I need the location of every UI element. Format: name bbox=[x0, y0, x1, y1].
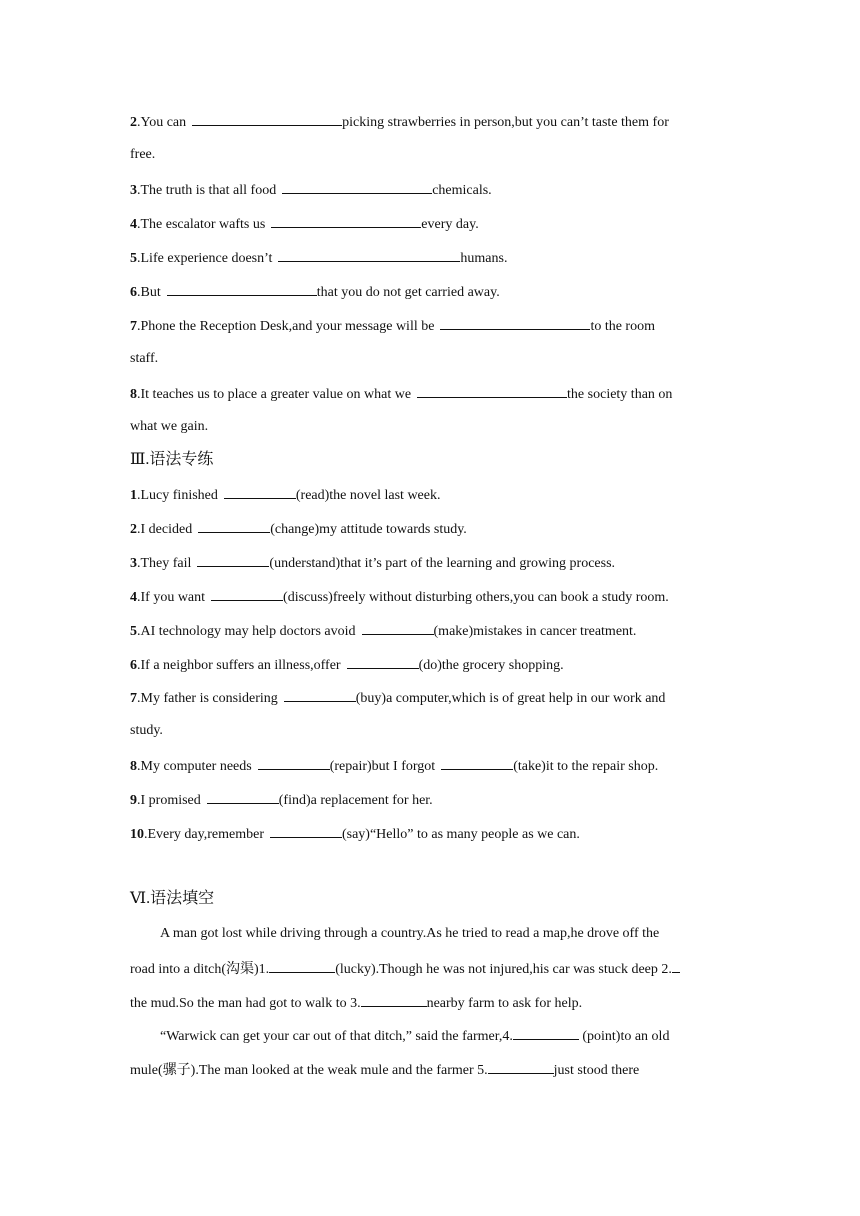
item-text: study. bbox=[130, 723, 163, 738]
item-text: .They fail bbox=[137, 556, 192, 571]
item-text: what we gain. bbox=[130, 419, 209, 434]
item-text: .But bbox=[137, 285, 161, 300]
grammar-item-10 bbox=[130, 824, 580, 844]
exercise-item-5 bbox=[130, 248, 507, 268]
answer-blank[interactable] bbox=[362, 621, 434, 635]
item-text: .AI technology may help doctors avoid bbox=[137, 624, 356, 639]
answer-blank[interactable] bbox=[167, 282, 317, 296]
item-text: .If you want bbox=[137, 590, 206, 605]
answer-blank[interactable] bbox=[271, 214, 421, 228]
item-text: .You can bbox=[137, 115, 187, 130]
passage-line bbox=[130, 993, 582, 1013]
item-text: .I decided bbox=[137, 522, 193, 537]
answer-blank[interactable] bbox=[278, 248, 460, 262]
item-text: (find)a replacement for her. bbox=[278, 793, 433, 808]
answer-blank[interactable] bbox=[441, 756, 513, 770]
grammar-item-6 bbox=[130, 655, 564, 675]
item-text: (say)“Hello” to as many people as we can. bbox=[341, 827, 580, 842]
answer-blank[interactable] bbox=[198, 519, 270, 533]
grammar-item-7 bbox=[130, 688, 665, 708]
item-number: 8 bbox=[130, 759, 137, 774]
answer-blank[interactable] bbox=[197, 553, 269, 567]
item-text: (discuss)freely without disturbing others,you can book a study room. bbox=[283, 590, 669, 605]
answer-blank[interactable] bbox=[417, 384, 567, 398]
item-text: free. bbox=[130, 147, 156, 162]
answer-blank[interactable] bbox=[211, 587, 283, 601]
exercise-item-2-cont bbox=[130, 146, 155, 164]
item-text: picking strawberries in person,but you can’t taste them for bbox=[342, 115, 669, 130]
item-number: 6 bbox=[130, 658, 137, 673]
item-text: that you do not get carried away. bbox=[316, 285, 500, 300]
answer-blank[interactable] bbox=[347, 655, 419, 669]
section-heading-grammar-practice: Ⅲ.语法专练 bbox=[130, 451, 214, 468]
item-text: .Life experience doesn’t bbox=[137, 251, 273, 266]
item-text: .I promised bbox=[137, 793, 201, 808]
answer-blank[interactable] bbox=[672, 959, 680, 973]
passage-text: just stood there bbox=[553, 1063, 640, 1078]
exercise-item-6 bbox=[130, 282, 500, 302]
exercise-item-2 bbox=[130, 112, 669, 132]
item-text: (change)my attitude towards study. bbox=[270, 522, 467, 537]
item-number: 5 bbox=[130, 251, 137, 266]
answer-blank[interactable] bbox=[361, 993, 427, 1007]
passage-text: nearby farm to ask for help. bbox=[426, 996, 583, 1011]
item-text: .My father is considering bbox=[137, 691, 278, 706]
item-number: 10 bbox=[130, 827, 144, 842]
passage-text: A man got lost while driving through a country.As he tried to read a map,he drove off the bbox=[160, 926, 660, 941]
item-text: .Every day,remember bbox=[144, 827, 264, 842]
section-heading-grammar-fill: Ⅵ.语法填空 bbox=[130, 890, 215, 907]
exercise-item-8 bbox=[130, 384, 672, 404]
item-text: .Phone the Reception Desk,and your message will be bbox=[137, 319, 435, 334]
passage-text: road into a ditch(沟渠)1. bbox=[130, 962, 270, 977]
grammar-item-7-cont bbox=[130, 722, 163, 740]
passage-text: the mud.So the man had got to walk to 3. bbox=[130, 996, 361, 1011]
passage-text: (lucky).Though he was not injured,his car was stuck deep 2. bbox=[335, 962, 672, 977]
exercise-item-8-cont bbox=[130, 418, 208, 436]
grammar-item-3 bbox=[130, 553, 615, 573]
answer-blank[interactable] bbox=[282, 180, 432, 194]
answer-blank[interactable] bbox=[440, 316, 590, 330]
item-text: humans. bbox=[460, 251, 508, 266]
item-text: (repair)but I forgot bbox=[329, 759, 436, 774]
item-text: .It teaches us to place a greater value on what we bbox=[137, 387, 412, 402]
item-number: 7 bbox=[130, 319, 137, 334]
answer-blank[interactable] bbox=[207, 790, 279, 804]
grammar-item-4 bbox=[130, 587, 669, 607]
item-text: chemicals. bbox=[432, 183, 492, 198]
passage-line bbox=[160, 1026, 669, 1046]
item-number: 3 bbox=[130, 556, 137, 571]
answer-blank[interactable] bbox=[192, 112, 342, 126]
passage-text: “Warwick can get your car out of that ditch,” said the farmer,4. bbox=[160, 1029, 513, 1044]
item-text: (take)it to the repair shop. bbox=[513, 759, 659, 774]
grammar-item-8 bbox=[130, 756, 658, 776]
grammar-item-9 bbox=[130, 790, 433, 810]
passage-text: mule(骡子).The man looked at the weak mule and the farmer 5. bbox=[130, 1063, 488, 1078]
answer-blank[interactable] bbox=[488, 1060, 554, 1074]
item-text: .If a neighbor suffers an illness,offer bbox=[137, 658, 341, 673]
item-number: 5 bbox=[130, 624, 137, 639]
item-text: to the room bbox=[590, 319, 655, 334]
item-number: 2 bbox=[130, 115, 137, 130]
item-number: 9 bbox=[130, 793, 137, 808]
item-number: 2 bbox=[130, 522, 137, 537]
item-text: (understand)that it’s part of the learning and growing process. bbox=[269, 556, 616, 571]
item-number: 4 bbox=[130, 217, 137, 232]
grammar-item-5 bbox=[130, 621, 636, 641]
answer-blank[interactable] bbox=[224, 485, 296, 499]
item-text: staff. bbox=[130, 351, 159, 366]
item-text: (read)the novel last week. bbox=[295, 488, 441, 503]
item-number: 6 bbox=[130, 285, 137, 300]
item-number: 4 bbox=[130, 590, 137, 605]
passage-line bbox=[130, 1060, 639, 1080]
exercise-item-7-cont bbox=[130, 350, 158, 368]
item-number: 3 bbox=[130, 183, 137, 198]
answer-blank[interactable] bbox=[284, 688, 356, 702]
exercise-item-4 bbox=[130, 214, 479, 234]
item-number: 1 bbox=[130, 488, 137, 503]
item-text: (buy)a computer,which is of great help in our work and bbox=[355, 691, 666, 706]
item-text: .The truth is that all food bbox=[137, 183, 277, 198]
passage-line bbox=[160, 925, 659, 943]
item-text: .Lucy finished bbox=[137, 488, 218, 503]
passage-line bbox=[130, 959, 680, 979]
answer-blank[interactable] bbox=[513, 1026, 579, 1040]
item-text: the society than on bbox=[567, 387, 673, 402]
item-number: 7 bbox=[130, 691, 137, 706]
answer-blank[interactable] bbox=[270, 824, 342, 838]
item-text: every day. bbox=[421, 217, 479, 232]
item-text: .My computer needs bbox=[137, 759, 252, 774]
grammar-item-2 bbox=[130, 519, 467, 539]
exercise-item-7 bbox=[130, 316, 655, 336]
item-text: (make)mistakes in cancer treatment. bbox=[433, 624, 637, 639]
item-number: 8 bbox=[130, 387, 137, 402]
exercise-item-3 bbox=[130, 180, 492, 200]
item-text: (do)the grocery shopping. bbox=[418, 658, 564, 673]
item-text: .The escalator wafts us bbox=[137, 217, 266, 232]
grammar-item-1 bbox=[130, 485, 440, 505]
answer-blank[interactable] bbox=[258, 756, 330, 770]
passage-text: (point)to an old bbox=[578, 1029, 670, 1044]
answer-blank[interactable] bbox=[269, 959, 335, 973]
